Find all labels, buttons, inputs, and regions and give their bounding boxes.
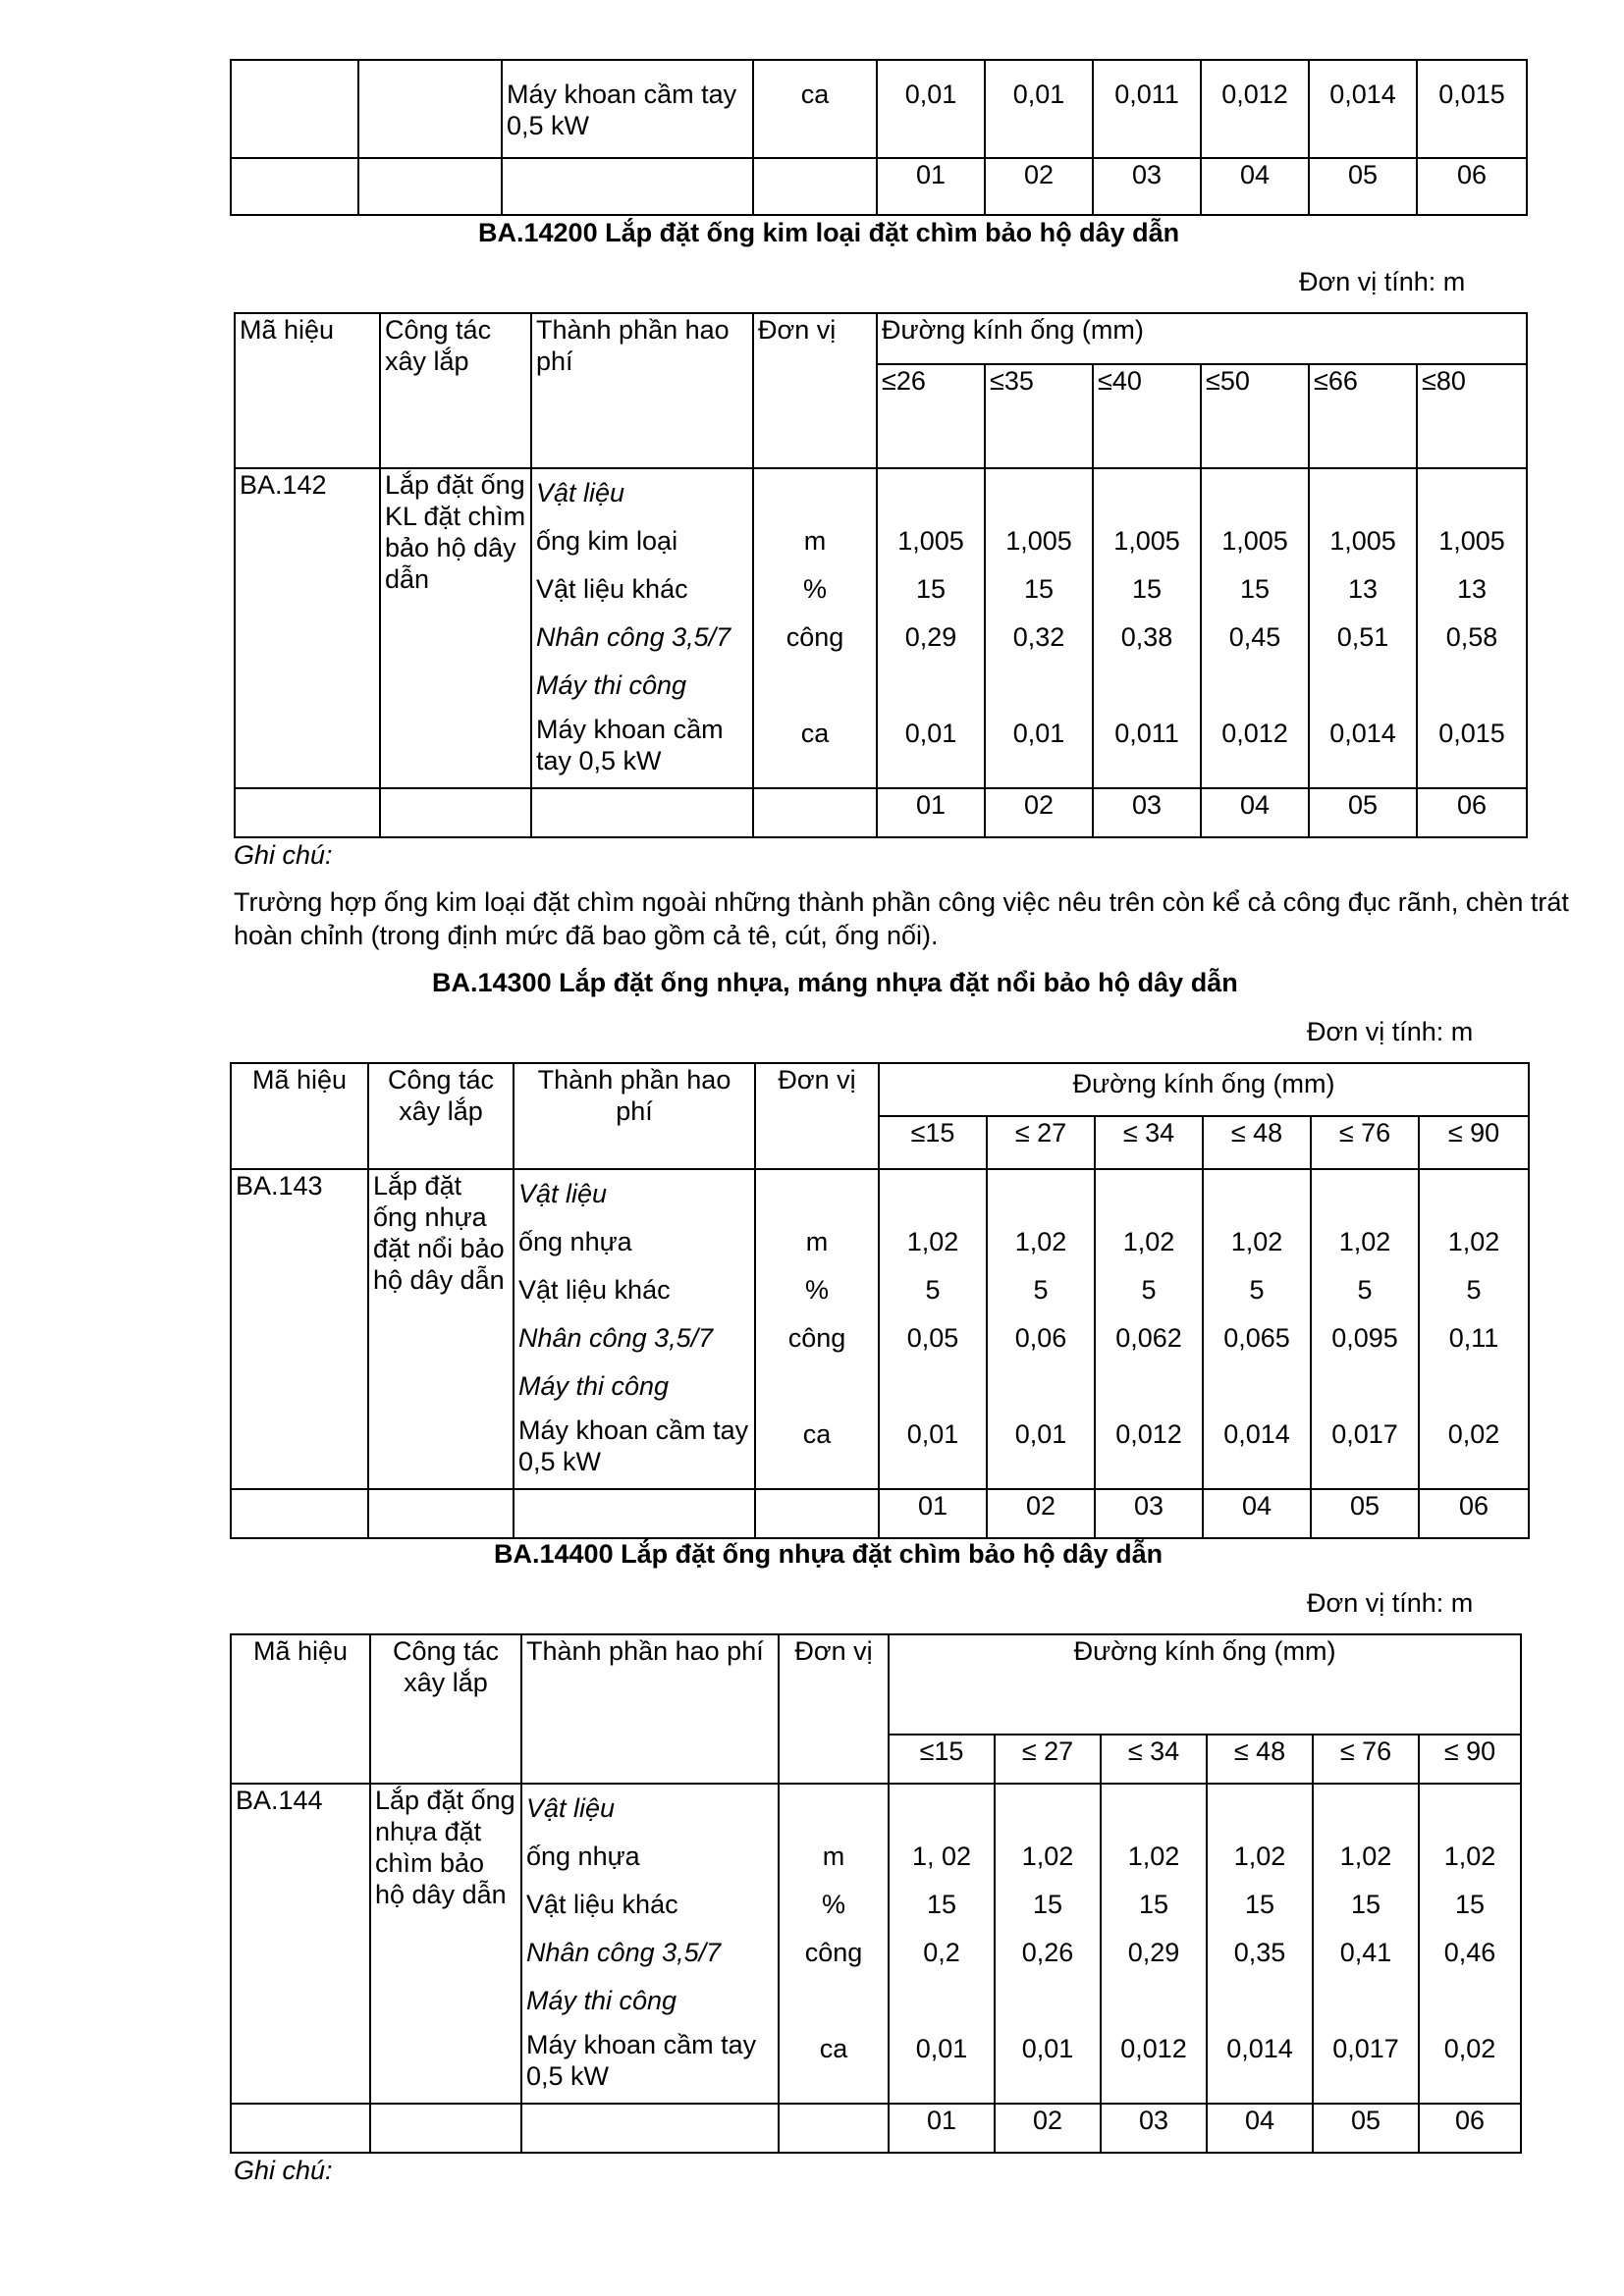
value: 0,32 xyxy=(1012,622,1065,652)
code-cell: 01 xyxy=(889,2104,995,2153)
value-column xyxy=(985,468,1093,788)
header-diameter: Đường kính ống (mm) xyxy=(879,1063,1529,1116)
note-text: Trường hợp ống kim loại đặt chìm ngoài những thành phần công việc nêu trên còn kể cả công đục rãnh, chèn trát hoàn chỉnh (trong định mức đã bao gồm cả tê, cút, ống nối). xyxy=(234,887,1569,950)
code-cell: 02 xyxy=(995,2104,1101,2153)
value: 0,01 xyxy=(1012,719,1065,748)
component-name: Nhân công 3,5/7 xyxy=(526,1938,722,1967)
size-header: ≤40 xyxy=(1093,364,1201,468)
unit-value: % xyxy=(821,1890,845,1919)
code-cell: 01 xyxy=(879,1489,987,1538)
unit-list xyxy=(779,1784,889,2104)
component-name: Máy khoan cầm tay 0,5 kW xyxy=(518,1415,749,1476)
value: 0,017 xyxy=(1332,2034,1399,2063)
unit-value: công xyxy=(787,1323,846,1353)
machine-label: Máy khoan cầm tay 0,5 kW xyxy=(502,60,753,158)
value-column xyxy=(1095,1169,1203,1489)
value: 0,06 xyxy=(1014,1323,1067,1353)
size-header: ≤50 xyxy=(1201,364,1309,468)
work-description: Lắp đặt ống nhựa đặt chìm bảo hộ dây dẫn xyxy=(370,1784,521,2104)
top-fragment-table xyxy=(230,59,1528,216)
value: 0,26 xyxy=(1021,1938,1074,1967)
value: 0,065 xyxy=(1223,1323,1290,1353)
empty-cell xyxy=(231,60,358,158)
value: 0,01 xyxy=(906,1419,959,1449)
header-work: Công tác xây lắp xyxy=(368,1063,514,1169)
code-cell: 04 xyxy=(1201,158,1309,215)
value: 0,062 xyxy=(1115,1323,1182,1353)
value: 0,35 xyxy=(1233,1938,1286,1967)
code-cell: 05 xyxy=(1309,788,1417,837)
value: 13 xyxy=(1347,574,1379,604)
value: 5 xyxy=(1033,1275,1049,1305)
component-name: ống nhựa xyxy=(526,1842,640,1871)
unit-value: % xyxy=(802,574,827,604)
header-component: Thành phần hao phí xyxy=(521,1634,779,1784)
value: 0,02 xyxy=(1447,1419,1500,1449)
value-column xyxy=(995,1784,1101,2104)
value: 0,38 xyxy=(1120,622,1173,652)
value: 0,11 xyxy=(1448,1323,1499,1353)
size-header: ≤ 90 xyxy=(1419,1735,1521,1784)
work-description: Lắp đặt ống KL đặt chìm bảo hộ dây dẫn xyxy=(380,468,531,788)
value: 15 xyxy=(1023,574,1055,604)
size-header: ≤ 90 xyxy=(1419,1116,1529,1169)
component-list xyxy=(531,468,753,788)
size-header: ≤ 34 xyxy=(1101,1735,1207,1784)
header-unit: Đơn vị xyxy=(755,1063,879,1169)
empty-cell xyxy=(502,158,753,215)
header-work: Công tác xây lắp xyxy=(370,1634,521,1784)
code-cell: 04 xyxy=(1203,1489,1311,1538)
unit-note: Đơn vị tính: m xyxy=(1307,1588,1474,1618)
size-header: ≤ 48 xyxy=(1207,1735,1313,1784)
value: 15 xyxy=(1454,1890,1486,1919)
value: 0,29 xyxy=(904,622,957,652)
code-cell: 02 xyxy=(985,788,1093,837)
value-cell: 0,01 xyxy=(985,60,1093,158)
value: 0,02 xyxy=(1443,2034,1496,2063)
code-cell: 01 xyxy=(877,158,985,215)
code-cell: 02 xyxy=(987,1489,1095,1538)
value-column xyxy=(1313,1784,1419,2104)
machine-group-label: Máy thi công xyxy=(518,1371,670,1401)
value-column xyxy=(889,1784,995,2104)
norm-code: BA.143 xyxy=(231,1169,368,1489)
value: 0,05 xyxy=(906,1323,959,1353)
value: 1,02 xyxy=(1127,1842,1180,1871)
value: 15 xyxy=(915,574,947,604)
value: 1,02 xyxy=(1443,1842,1496,1871)
header-code: Mã hiệu xyxy=(231,1634,370,1784)
value: 1,02 xyxy=(1230,1227,1283,1256)
value: 0,01 xyxy=(915,2034,968,2063)
header-component: Thành phần hao phí xyxy=(531,313,753,468)
value: 1,02 xyxy=(1021,1842,1074,1871)
value: 0,01 xyxy=(1014,1419,1067,1449)
value: 0,012 xyxy=(1221,719,1288,748)
value: 0,51 xyxy=(1336,622,1389,652)
size-header: ≤15 xyxy=(879,1116,987,1169)
value: 15 xyxy=(1239,574,1271,604)
component-name: ống kim loại xyxy=(536,526,678,556)
header-unit: Đơn vị xyxy=(779,1634,889,1784)
value: 1,005 xyxy=(1113,526,1180,556)
value-column xyxy=(879,1169,987,1489)
unit-list xyxy=(755,1169,879,1489)
value: 0,46 xyxy=(1443,1938,1496,1967)
value-column xyxy=(1101,1784,1207,2104)
value: 0,014 xyxy=(1223,1419,1290,1449)
material-label: Vật liệu xyxy=(526,1793,616,1823)
code-cell: 04 xyxy=(1207,2104,1313,2153)
value-cell: 0,014 xyxy=(1309,60,1417,158)
value: 0,017 xyxy=(1331,1419,1398,1449)
header-diameter: Đường kính ống (mm) xyxy=(889,1634,1521,1735)
value-cell: 0,01 xyxy=(877,60,985,158)
value: 15 xyxy=(1244,1890,1275,1919)
unit-value: công xyxy=(785,622,844,652)
value: 5 xyxy=(1141,1275,1157,1305)
size-header: ≤ 76 xyxy=(1311,1116,1419,1169)
code-cell: 06 xyxy=(1419,2104,1521,2153)
unit-cell: ca xyxy=(753,60,877,158)
header-diameter: Đường kính ống (mm) xyxy=(877,313,1527,364)
value: 0,014 xyxy=(1226,2034,1293,2063)
value: 5 xyxy=(1466,1275,1482,1305)
value-cell: 0,015 xyxy=(1417,60,1527,158)
empty-cell xyxy=(231,158,358,215)
unit-list xyxy=(753,468,877,788)
value: 1,02 xyxy=(1014,1227,1067,1256)
norm-table-ba142 xyxy=(234,312,1528,838)
value: 5 xyxy=(925,1275,941,1305)
code-cell: 03 xyxy=(1101,2104,1207,2153)
value-column xyxy=(987,1169,1095,1489)
size-header: ≤66 xyxy=(1309,364,1417,468)
header-work: Công tác xây lắp xyxy=(380,313,531,468)
empty-cell xyxy=(235,788,380,837)
empty-cell xyxy=(231,1489,368,1538)
value: 0,01 xyxy=(1021,2034,1074,2063)
value: 1,005 xyxy=(1005,526,1072,556)
empty-cell xyxy=(380,788,531,837)
value-cell: 0,012 xyxy=(1201,60,1309,158)
value: 1,005 xyxy=(897,526,964,556)
component-name: Nhân công 3,5/7 xyxy=(518,1323,714,1353)
value: 1, 02 xyxy=(911,1842,972,1871)
value: 0,58 xyxy=(1445,622,1498,652)
component-list xyxy=(514,1169,755,1489)
unit-value: m xyxy=(805,1227,829,1256)
component-name: ống nhựa xyxy=(518,1227,632,1256)
value: 0,2 xyxy=(923,1938,960,1967)
code-cell: 01 xyxy=(877,788,985,837)
empty-cell xyxy=(358,60,502,158)
value-column xyxy=(1309,468,1417,788)
size-header: ≤15 xyxy=(889,1735,995,1784)
value-column xyxy=(1419,1784,1521,2104)
value: 15 xyxy=(1138,1890,1169,1919)
unit-value: % xyxy=(804,1275,829,1305)
section-title: BA.14200 Lắp đặt ống kim loại đặt chìm bảo hộ dây dẫn xyxy=(478,218,1180,247)
value: 1,02 xyxy=(1339,1842,1392,1871)
empty-cell xyxy=(514,1489,755,1538)
section-title: BA.14400 Lắp đặt ống nhựa đặt chìm bảo hộ dây dẫn xyxy=(494,1539,1164,1569)
note-label: Ghi chú: xyxy=(234,2156,333,2185)
code-cell: 05 xyxy=(1313,2104,1419,2153)
section-title: BA.14300 Lắp đặt ống nhựa, máng nhựa đặt nổi bảo hộ dây dẫn xyxy=(432,968,1238,997)
value: 1,02 xyxy=(1122,1227,1175,1256)
value: 15 xyxy=(1131,574,1163,604)
component-name: Máy khoan cầm tay 0,5 kW xyxy=(536,715,724,775)
value: 1,02 xyxy=(1447,1227,1500,1256)
value: 0,45 xyxy=(1228,622,1281,652)
code-cell: 03 xyxy=(1095,1489,1203,1538)
component-name: Vật liệu khác xyxy=(518,1275,671,1305)
value: 0,41 xyxy=(1339,1938,1392,1967)
unit-note: Đơn vị tính: m xyxy=(1299,267,1466,296)
note-label: Ghi chú: xyxy=(234,840,333,870)
size-header: ≤35 xyxy=(985,364,1093,468)
value: 0,012 xyxy=(1120,2034,1187,2063)
norm-code: BA.142 xyxy=(235,468,380,788)
code-cell: 06 xyxy=(1419,1489,1529,1538)
norm-table-ba143 xyxy=(230,1062,1530,1539)
size-header: ≤26 xyxy=(877,364,985,468)
component-name: Vật liệu khác xyxy=(536,574,688,604)
value-column xyxy=(1203,1169,1311,1489)
size-header: ≤ 27 xyxy=(995,1735,1101,1784)
value: 0,014 xyxy=(1329,719,1396,748)
value-column xyxy=(1417,468,1527,788)
value-column xyxy=(1419,1169,1529,1489)
unit-value: m xyxy=(822,1842,845,1871)
value: 1,005 xyxy=(1329,526,1396,556)
empty-cell xyxy=(370,2104,521,2153)
size-header: ≤ 34 xyxy=(1095,1116,1203,1169)
unit-value: ca xyxy=(819,2034,848,2063)
header-unit: Đơn vị xyxy=(753,313,877,468)
unit-note: Đơn vị tính: m xyxy=(1307,1017,1474,1046)
value: 1,02 xyxy=(1338,1227,1391,1256)
value: 1,005 xyxy=(1438,526,1505,556)
value: 1,02 xyxy=(906,1227,959,1256)
size-header: ≤80 xyxy=(1417,364,1527,468)
value-column xyxy=(1207,1784,1313,2104)
component-name: Nhân công 3,5/7 xyxy=(536,622,731,652)
code-cell: 06 xyxy=(1417,788,1527,837)
code-cell: 06 xyxy=(1417,158,1527,215)
norm-code: BA.144 xyxy=(231,1784,370,2104)
header-code: Mã hiệu xyxy=(235,313,380,468)
size-header: ≤ 48 xyxy=(1203,1116,1311,1169)
value: 0,29 xyxy=(1127,1938,1180,1967)
value: 13 xyxy=(1456,574,1488,604)
unit-value: m xyxy=(803,526,827,556)
unit-value: ca xyxy=(800,719,830,748)
value-cell: 0,011 xyxy=(1093,60,1201,158)
norm-table-ba144 xyxy=(230,1633,1522,2154)
work-description: Lắp đặt ống nhựa đặt nổi bảo hộ dây dẫn xyxy=(368,1169,514,1489)
size-header: ≤ 76 xyxy=(1313,1735,1419,1784)
empty-cell xyxy=(368,1489,514,1538)
header-code: Mã hiệu xyxy=(231,1063,368,1169)
value-column xyxy=(1201,468,1309,788)
component-list xyxy=(521,1784,779,2104)
unit-value: ca xyxy=(802,1419,832,1449)
code-cell: 03 xyxy=(1093,158,1201,215)
value: 1,02 xyxy=(1233,1842,1286,1871)
value: 5 xyxy=(1249,1275,1265,1305)
unit-value: công xyxy=(804,1938,863,1967)
code-cell: 05 xyxy=(1309,158,1417,215)
header-component: Thành phần hao phí xyxy=(514,1063,755,1169)
material-label: Vật liệu xyxy=(518,1179,608,1208)
size-header: ≤ 27 xyxy=(987,1116,1095,1169)
empty-cell xyxy=(755,1489,879,1538)
empty-cell xyxy=(753,158,877,215)
code-cell: 05 xyxy=(1311,1489,1419,1538)
material-label: Vật liệu xyxy=(536,478,625,507)
code-cell: 04 xyxy=(1201,788,1309,837)
value: 0,01 xyxy=(904,719,957,748)
value: 5 xyxy=(1357,1275,1373,1305)
component-name: Vật liệu khác xyxy=(526,1890,678,1919)
value: 0,015 xyxy=(1438,719,1505,748)
value-column xyxy=(1093,468,1201,788)
value-column xyxy=(1311,1169,1419,1489)
machine-group-label: Máy thi công xyxy=(536,670,687,700)
empty-cell xyxy=(753,788,877,837)
machine-group-label: Máy thi công xyxy=(526,1986,677,2015)
value: 15 xyxy=(1032,1890,1063,1919)
empty-cell xyxy=(358,158,502,215)
value: 15 xyxy=(1350,1890,1381,1919)
value: 1,005 xyxy=(1221,526,1288,556)
empty-cell xyxy=(531,788,753,837)
value: 15 xyxy=(926,1890,957,1919)
value: 0,011 xyxy=(1114,719,1179,748)
component-name: Máy khoan cầm tay 0,5 kW xyxy=(526,2030,757,2091)
code-cell: 03 xyxy=(1093,788,1201,837)
value-column xyxy=(877,468,985,788)
code-cell: 02 xyxy=(985,158,1093,215)
empty-cell xyxy=(231,2104,370,2153)
value: 0,095 xyxy=(1331,1323,1398,1353)
empty-cell xyxy=(521,2104,779,2153)
empty-cell xyxy=(779,2104,889,2153)
value: 0,012 xyxy=(1115,1419,1182,1449)
